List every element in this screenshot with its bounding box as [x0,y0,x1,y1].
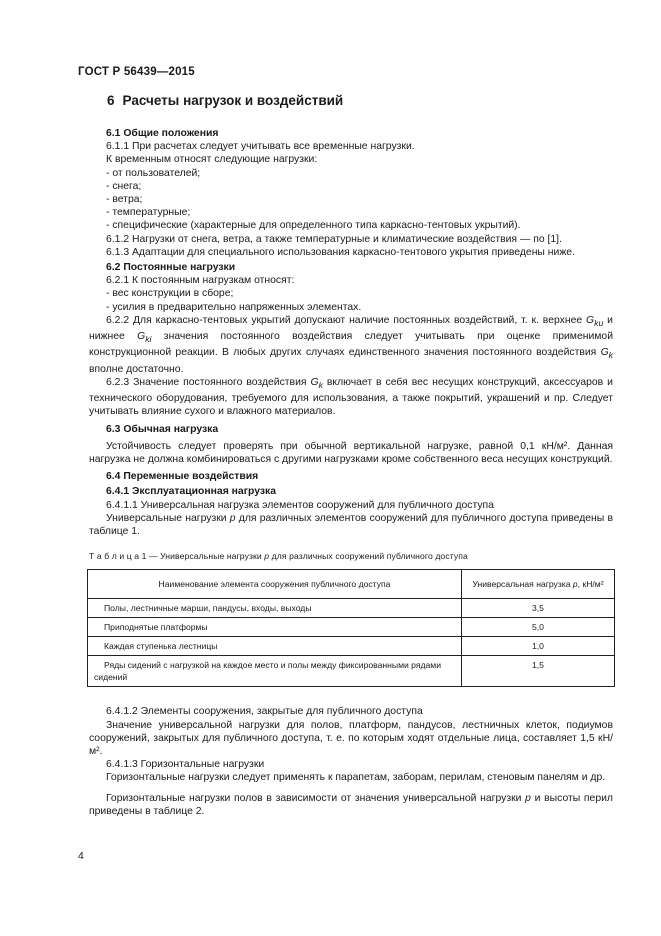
paragraph-6-1-1: 6.1.1 При расчетах следует учитывать все временные нагрузки. [106,141,415,153]
temporary-loads-intro: К временным относят следующие нагрузки: [106,154,318,166]
subsection-6-4-title: 6.4 Переменные воздействия [106,471,259,483]
list-item: - специфические (характерные для определенного типа каркасно-тентовых укрытий). [106,220,521,232]
section-number: 6 [107,93,115,108]
subsection-6-3-title: 6.3 Обычная нагрузка [106,423,219,435]
paragraph-6-2-3: 6.2.3 Значение постоянного воздействия $G_k$ включает в себя вес несущих конструкций, аксессуаров и технического оборудования, требуемого для использования, а также покрытий, украшений и пр. Следует учитывать влияние сухого и влажного материалов. [89,376,613,418]
table-row [88,637,615,656]
table-1 [87,569,615,687]
table-cell-value: 3,5 [462,599,615,618]
list-item: - снега; [106,180,142,192]
section-title [107,93,343,108]
subsection-6-2-title: 6.2 Постоянные нагрузки [106,262,236,274]
list-item: - усилия в предварительно напряженных элементах. [106,301,362,313]
paragraph-6-1-2: 6.1.2 Нагрузки от снега, ветра, а также температурные и климатические воздействия — по [1]. [106,233,562,245]
paragraph-6-4-1-3: 6.4.1.3 Горизонтальные нагрузки [106,759,265,771]
paragraph-6-2-2: 6.2.2 Для каркасно-тентовых укрытий допускают наличие постоянных воздействий, т. к. верхнее $G_{ku}$ и нижнее $G_{ki}$ значения постоянного воздействия следует учитывать при оценке применимой конструкционной реакции. В любых других случаях единственного значения постоянного воздействия $G_k$ вполне достаточно. [89,314,613,375]
list-item: - от пользователей; [106,167,201,179]
table-1-caption: Т а б л и ц а 1 — Универсальные нагрузки p для различных сооружений публичного доступа [89,551,468,562]
list-item: - температурные; [106,207,191,219]
standard-header: ГОСТ Р 56439—2015 [78,66,195,78]
page-number: 4 [78,851,84,862]
document-body [89,125,613,818]
paragraph-6-4-1-1-text: Универсальные нагрузки p для различных элементов сооружений для публичного доступа приведены в таблице 1. [89,512,614,537]
table-header-load: Универсальная нагрузка p, кН/м² [462,570,615,599]
table-cell-name: Каждая ступенька лестницы [88,637,462,656]
section-title-text: Расчеты нагрузок и воздействий [122,93,344,108]
paragraph-6-4-1-1: 6.4.1.1 Универсальная нагрузка элементов сооружений для публичного доступа [106,499,494,511]
paragraph-6-2-1: 6.2.1 К постоянным нагрузкам относят: [106,275,295,287]
subsection-6-1-title: 6.1 Общие положения [106,128,219,139]
table-cell-name: Ряды сидений с нагрузкой на каждое место и полы между фиксированными рядами сидений [88,656,462,687]
paragraph-6-3: Устойчивость следует проверять при обычной вертикальной нагрузке, равной 0,1 кН/м². Данная нагрузка не должна комбинироваться с другими нагрузками кроме собственного веса несущих конструкций. [89,440,613,465]
table-row [88,656,615,687]
table-cell-value: 1,0 [462,637,615,656]
table-cell-value: 5,0 [462,618,615,637]
paragraph-6-4-1-2: 6.4.1.2 Элементы сооружения, закрытые для публичного доступа [106,706,423,718]
table-row [88,599,615,618]
list-item: - ветра; [106,194,143,206]
paragraph-6-1-3: 6.1.3 Адаптации для специального использования каркасно-тентового укрытия приведены ниже. [106,246,575,258]
paragraph-6-4-1-3-text-2: Горизонтальные нагрузки полов в зависимости от значения универсальной нагрузки p и высоты перил приведены в таблице 2. [89,792,613,817]
table-row [88,618,615,637]
subsection-6-4-1-title: 6.4.1 Эксплуатационная нагрузка [106,486,277,498]
table-header-element: Наименование элемента сооружения публичного доступа [88,570,462,599]
paragraph-6-4-1-3-text: Горизонтальные нагрузки следует применять к парапетам, заборам, перилам, стеновым панелям и др. [106,772,606,784]
table-cell-value: 1,5 [462,656,615,687]
table-cell-name: Полы, лестничные марши, пандусы, входы, выходы [88,599,462,618]
paragraph-6-4-1-2-text: Значение универсальной нагрузки для полов, платформ, пандусов, лестничных клеток, подиумов сооружений, закрытых для публичного доступа, т. е. по которым ходят отдельные лица, составляет 1,5 кН/м². [89,719,613,758]
list-item: - вес конструкции в сборе; [106,288,234,300]
table-cell-name: Приподнятые платформы [88,618,462,637]
